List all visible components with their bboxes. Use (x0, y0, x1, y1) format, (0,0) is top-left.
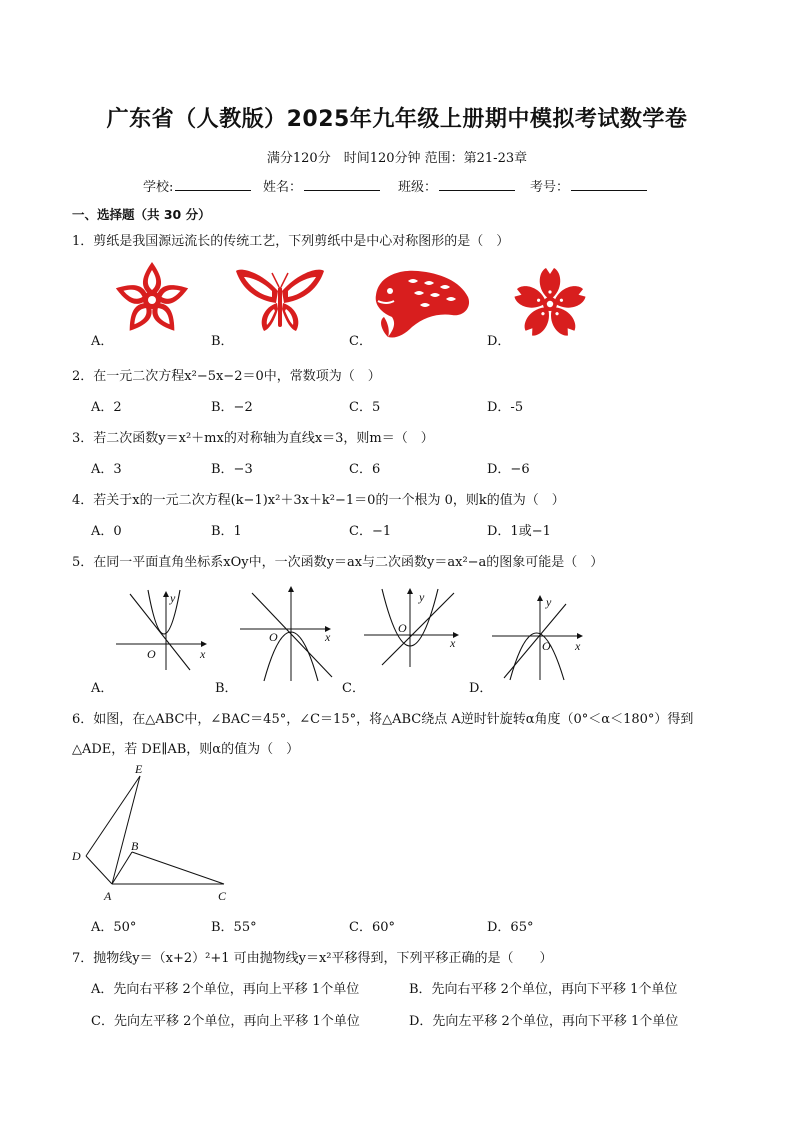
q7-option-a[interactable]: A．先向右平移 2个单位，再向上平移 1个单位 (91, 982, 360, 997)
question-6-stem-line1: 6．如图，在△ABC中，∠BAC＝45°，∠C＝15°，将△ABC绕点 A逆时针旋转α角度（0°＜α＜180°）得到 (72, 712, 694, 727)
section-heading: 一、选择题（共 30 分） (72, 207, 211, 222)
q5b-x-label: x (325, 630, 331, 644)
q5-graph-d (490, 592, 590, 684)
q1-option-b[interactable]: B． (211, 334, 234, 349)
q5c-x-label: x (450, 636, 456, 650)
q4-option-b[interactable]: B．1 (211, 524, 242, 539)
q6-option-a[interactable]: A．50° (91, 920, 137, 935)
q5a-x-label: x (200, 647, 206, 661)
q6-point-e: E (135, 762, 143, 776)
q2-option-a[interactable]: A．2 (91, 400, 122, 415)
class-label: 班级： (398, 180, 438, 195)
name-blank (304, 178, 380, 191)
q6-triangle-figure (68, 760, 238, 905)
q3-option-b[interactable]: B．−3 (211, 462, 253, 477)
butterfly-papercut-icon (235, 268, 325, 334)
flower-papercut-icon (112, 260, 192, 340)
q6-point-d: D (72, 849, 81, 863)
q1-option-d[interactable]: D． (487, 334, 511, 349)
question-5-stem: 5．在同一平面直角坐标系xOy中，一次函数y＝ax与二次函数y＝ax²−a的图象可能是（ ） (72, 555, 604, 570)
q2-option-c[interactable]: C．5 (349, 400, 381, 415)
q4-option-a[interactable]: A．0 (91, 524, 122, 539)
q5-graph-b (236, 583, 341, 683)
question-1-stem: 1．剪纸是我国源远流长的传统工艺，下列剪纸中是中心对称图形的是（ ） (72, 234, 510, 249)
q1-option-c[interactable]: C． (349, 334, 372, 349)
q3-option-c[interactable]: C．6 (349, 462, 381, 477)
exam-title: 广东省（人教版）2025年九年级上册期中模拟考试数学卷 (106, 107, 688, 132)
question-3-stem: 3．若二次函数y＝x²＋mx的对称轴为直线x＝3，则m＝（ ） (72, 431, 434, 446)
q2-option-b[interactable]: B．−2 (211, 400, 253, 415)
q5d-origin-label: O (542, 639, 551, 653)
school-label: 学校: (143, 180, 174, 195)
q3-option-a[interactable]: A．3 (91, 462, 122, 477)
q5b-origin-label: O (269, 630, 278, 644)
q5-option-c[interactable]: C． (342, 681, 365, 696)
q5-graph-c (362, 585, 467, 670)
q6-option-d[interactable]: D．65° (487, 920, 534, 935)
q5a-y-label: y (170, 591, 176, 605)
q7-option-c[interactable]: C．先向左平移 2个单位，再向上平移 1个单位 (91, 1014, 360, 1029)
q5-option-b[interactable]: B． (215, 681, 238, 696)
number-blank (571, 178, 647, 191)
q7-option-d[interactable]: D．先向左平移 2个单位，再向下平移 1个单位 (409, 1014, 679, 1029)
q5-graph-a (110, 588, 215, 673)
name-label: 姓名： (263, 180, 303, 195)
q6-point-a: A (104, 889, 112, 903)
name-field (263, 176, 380, 195)
q6-point-b: B (131, 839, 139, 853)
q5d-y-label: y (546, 595, 552, 609)
q6-point-c: C (218, 889, 227, 903)
class-blank (439, 178, 515, 191)
exam-subtitle: 满分120分 时间120分钟 范围：第21-23章 (266, 151, 528, 166)
q7-option-b[interactable]: B．先向右平移 2个单位，再向下平移 1个单位 (409, 982, 678, 997)
q6-option-b[interactable]: B．55° (211, 920, 257, 935)
cherry-blossom-papercut-icon (512, 266, 588, 342)
koi-fish-papercut-icon (368, 265, 474, 341)
question-4-stem: 4．若关于x的一元二次方程(k−1)x²＋3x＋k²−1＝0的一个根为 0，则k的值为（ ） (72, 493, 565, 508)
question-7-stem: 7．抛物线y＝（x+2）²+1 可由抛物线y＝x²平移得到，下列平移正确的是（ ） (72, 951, 553, 966)
q4-option-c[interactable]: C．−1 (349, 524, 392, 539)
number-field (530, 176, 647, 195)
q6-option-c[interactable]: C．60° (349, 920, 395, 935)
q5d-x-label: x (575, 639, 581, 653)
question-6-stem-line2: △ADE，若 DE∥AB，则α的值为（ ） (72, 742, 300, 757)
q5-option-d[interactable]: D． (469, 681, 493, 696)
school-field (143, 176, 251, 195)
number-label: 考号： (530, 180, 570, 195)
q5c-y-label: y (419, 590, 425, 604)
q5c-origin-label: O (398, 621, 407, 635)
q2-option-d[interactable]: D．-5 (487, 400, 524, 415)
question-2-stem: 2．在一元二次方程x²−5x−2＝0中，常数项为（ ） (72, 369, 381, 384)
class-field (398, 176, 515, 195)
q3-option-d[interactable]: D．−6 (487, 462, 530, 477)
q5-option-a[interactable]: A． (91, 681, 114, 696)
q1-option-a[interactable]: A． (91, 334, 114, 349)
school-blank (175, 178, 251, 191)
q4-option-d[interactable]: D．1或−1 (487, 524, 551, 539)
q5a-origin-label: O (147, 647, 156, 661)
